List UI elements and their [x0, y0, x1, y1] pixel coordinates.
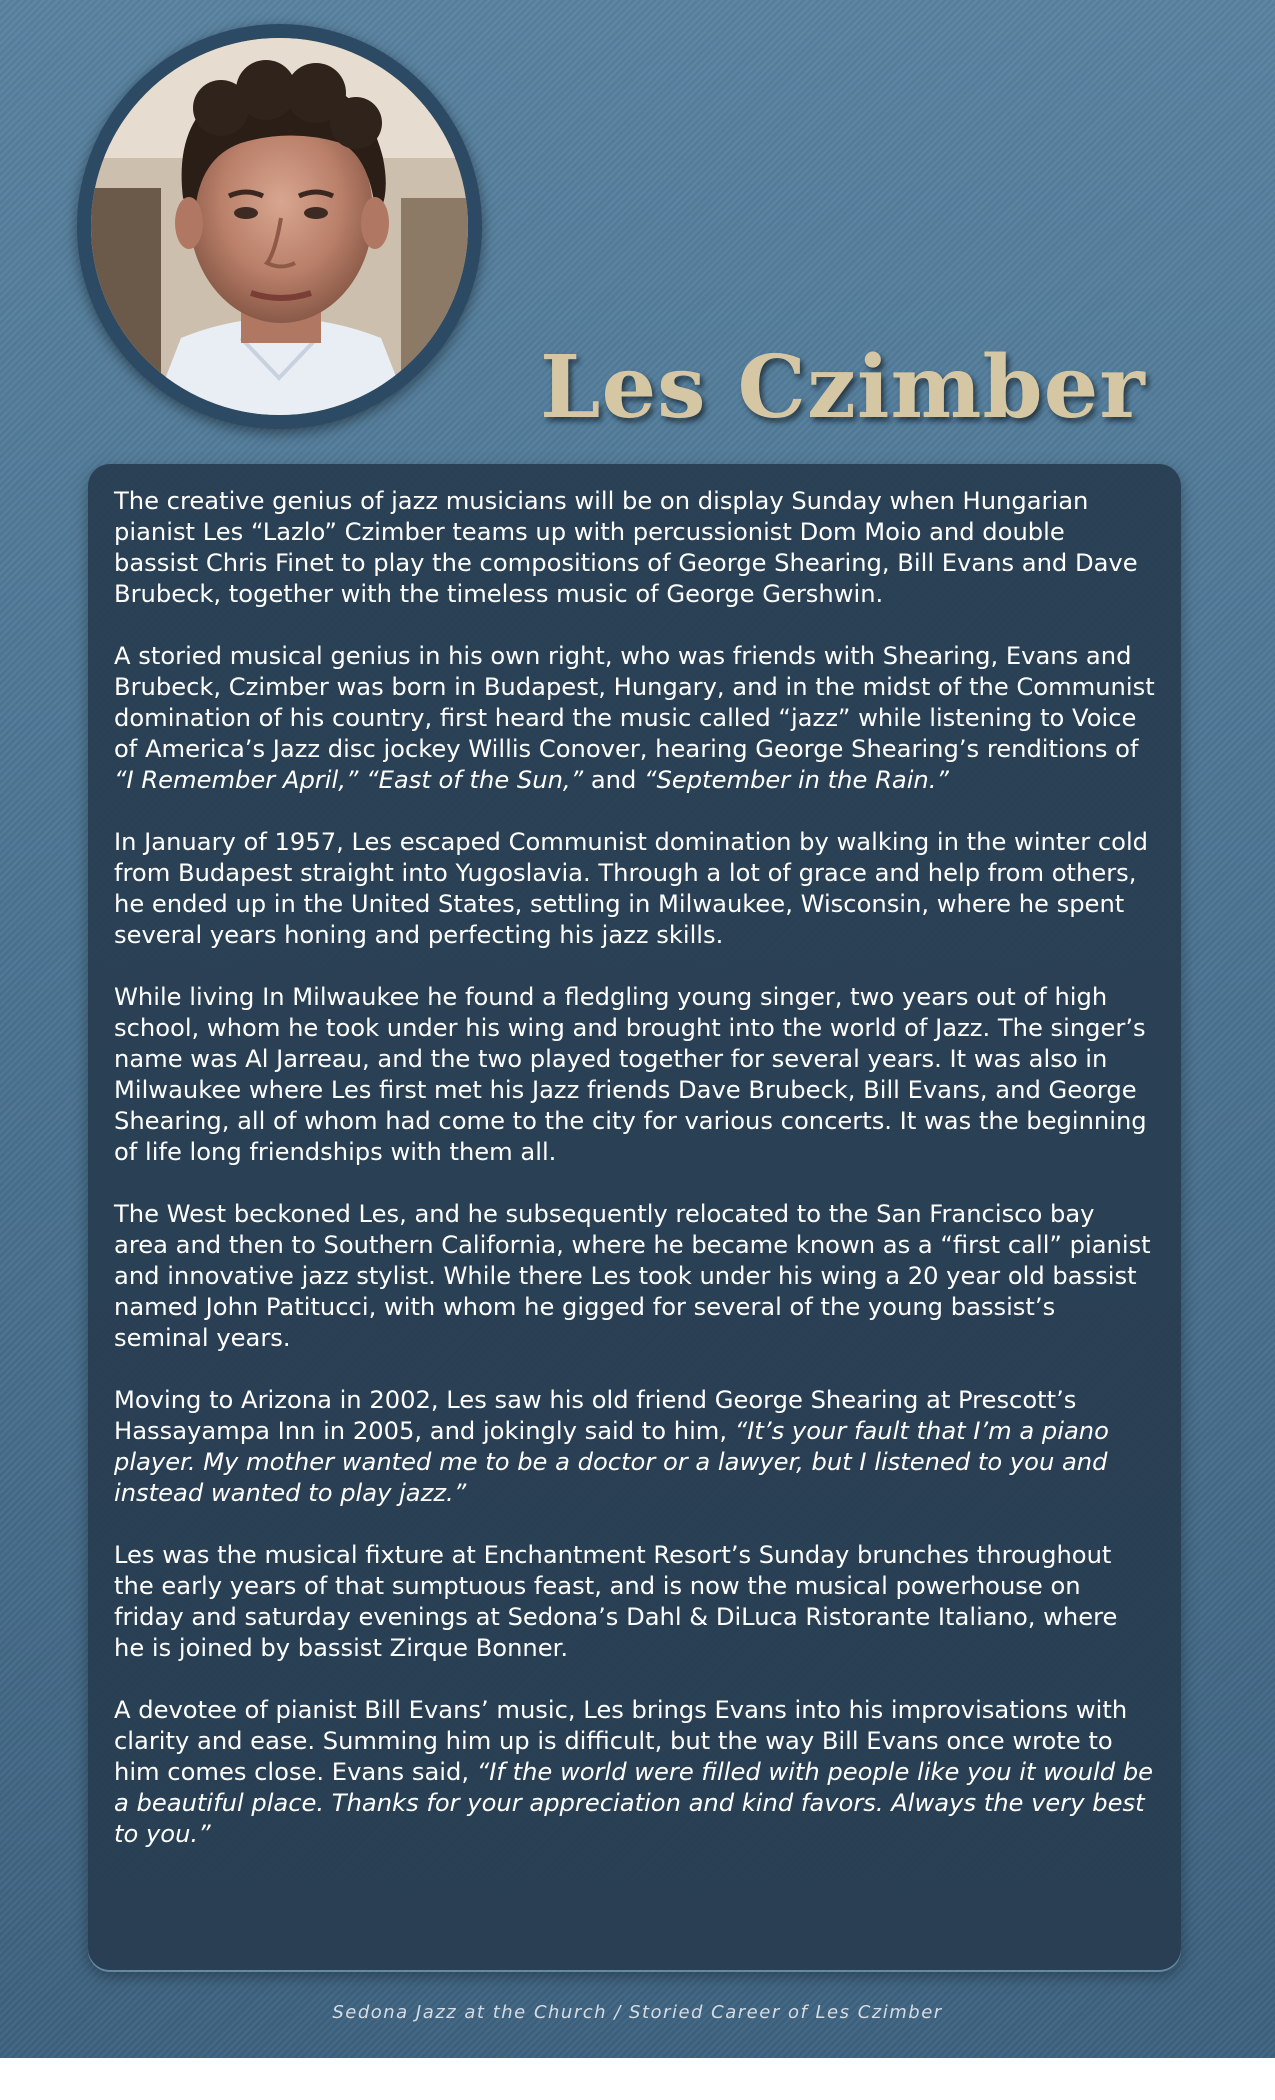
song-title-2: “September in the Rain.” — [644, 766, 949, 794]
bio-paragraph-2 — [114, 641, 1155, 796]
bio-paragraph-6-text: Moving to Arizona in 2002, Les saw his old friend George Shearing at Prescott’s Hassayampa Inn in 2005, and jokingly said to him, — [114, 1386, 1077, 1445]
bio-paragraph-5: The West beckoned Les, and he subsequently relocated to the San Francisco bay area and then to Southern California, where he became known as a “first call” pianist and innovative jazz stylist. While there Les took under his wing a 20 year old bassist named John Patitucci, with whom he gigged for several of the young bassist’s seminal years. — [114, 1200, 1151, 1352]
song-titles-1: “I Remember April,” “East of the Sun,” — [114, 766, 584, 794]
evans-quote: “If the world were filled with people like you it would be a beautiful place. Thanks for your appreciation and kind favors. Always the very best to you.” — [114, 1758, 1154, 1848]
bio-paragraph-2-and: and — [583, 766, 645, 794]
portrait-illustration — [91, 38, 468, 415]
bio-paragraph-3: In January of 1957, Les escaped Communist domination by walking in the winter cold from Budapest straight into Yugoslavia. Through a lot of grace and help from others, he ended up in the United States, settling in Milwaukee, Wisconsin, where he spent several years honing and perfecting his jazz skills. — [114, 828, 1149, 949]
bio-paragraph-7: Les was the musical fixture at Enchantment Resort’s Sunday brunches throughout the early years of that sumptuous feast, and is now the musical powerhouse on friday and saturday evenings at Sedona’s Dahl & DiLuca Ristorante Italiano, where he is joined by bassist Zirque Bonner. — [114, 1541, 1118, 1662]
bio-paragraph-2-text: A storied musical genius in his own right, who was friends with Shearing, Evans and Brubeck, Czimber was born in Budapest, Hungary, and in the midst of the Communist domination of his country, first heard the music called “jazz” while listening to Voice of America’s Jazz disc jockey Willis Conover, hearing George Shearing’s renditions of — [114, 642, 1155, 763]
shearing-quote: “It’s your fault that I’m a piano player. My mother wanted me to be a doctor or a lawyer, but I listened to you and instead wanted to play jazz.” — [114, 1417, 1109, 1507]
bio-paragraph-6 — [114, 1385, 1155, 1509]
portrait-frame — [77, 24, 482, 429]
bio-paragraph-1: The creative genius of jazz musicians will be on display Sunday when Hungarian pianist Les “Lazlo” Czimber teams up with percussionist Dom Moio and double bassist Chris Finet to play the compositions of George Shearing, Bill Evans and Dave Brubeck, together with the timeless music of George Gershwin. — [114, 487, 1138, 608]
bio-paragraph-4: While living In Milwaukee he found a fledgling young singer, two years out of high school, whom he took under his wing and brought into the world of Jazz. The singer’s name was Al Jarreau, and the two played together for several years. It was also in Milwaukee where Les first met his Jazz friends Dave Brubeck, Bill Evans, and George Shearing, all of whom had come to the city for various concerts. It was the beginning of life long friendships with them all. — [114, 983, 1147, 1166]
bottom-margin — [0, 2058, 1275, 2100]
bio-paragraph-8 — [114, 1695, 1155, 1850]
footer-caption: Sedona Jazz at the Church / Storied Career of Les Czimber — [332, 2002, 943, 2023]
portrait-photo — [91, 38, 468, 415]
bio-paragraph-8-text: A devotee of pianist Bill Evans’ music, Les brings Evans into his improvisations with clarity and ease. Summing him up is difficult, but the way Bill Evans once wrote to him comes close. Evans said, — [114, 1696, 1128, 1786]
bio-panel — [88, 464, 1181, 1970]
page-title: Les Czimber — [540, 337, 1146, 438]
